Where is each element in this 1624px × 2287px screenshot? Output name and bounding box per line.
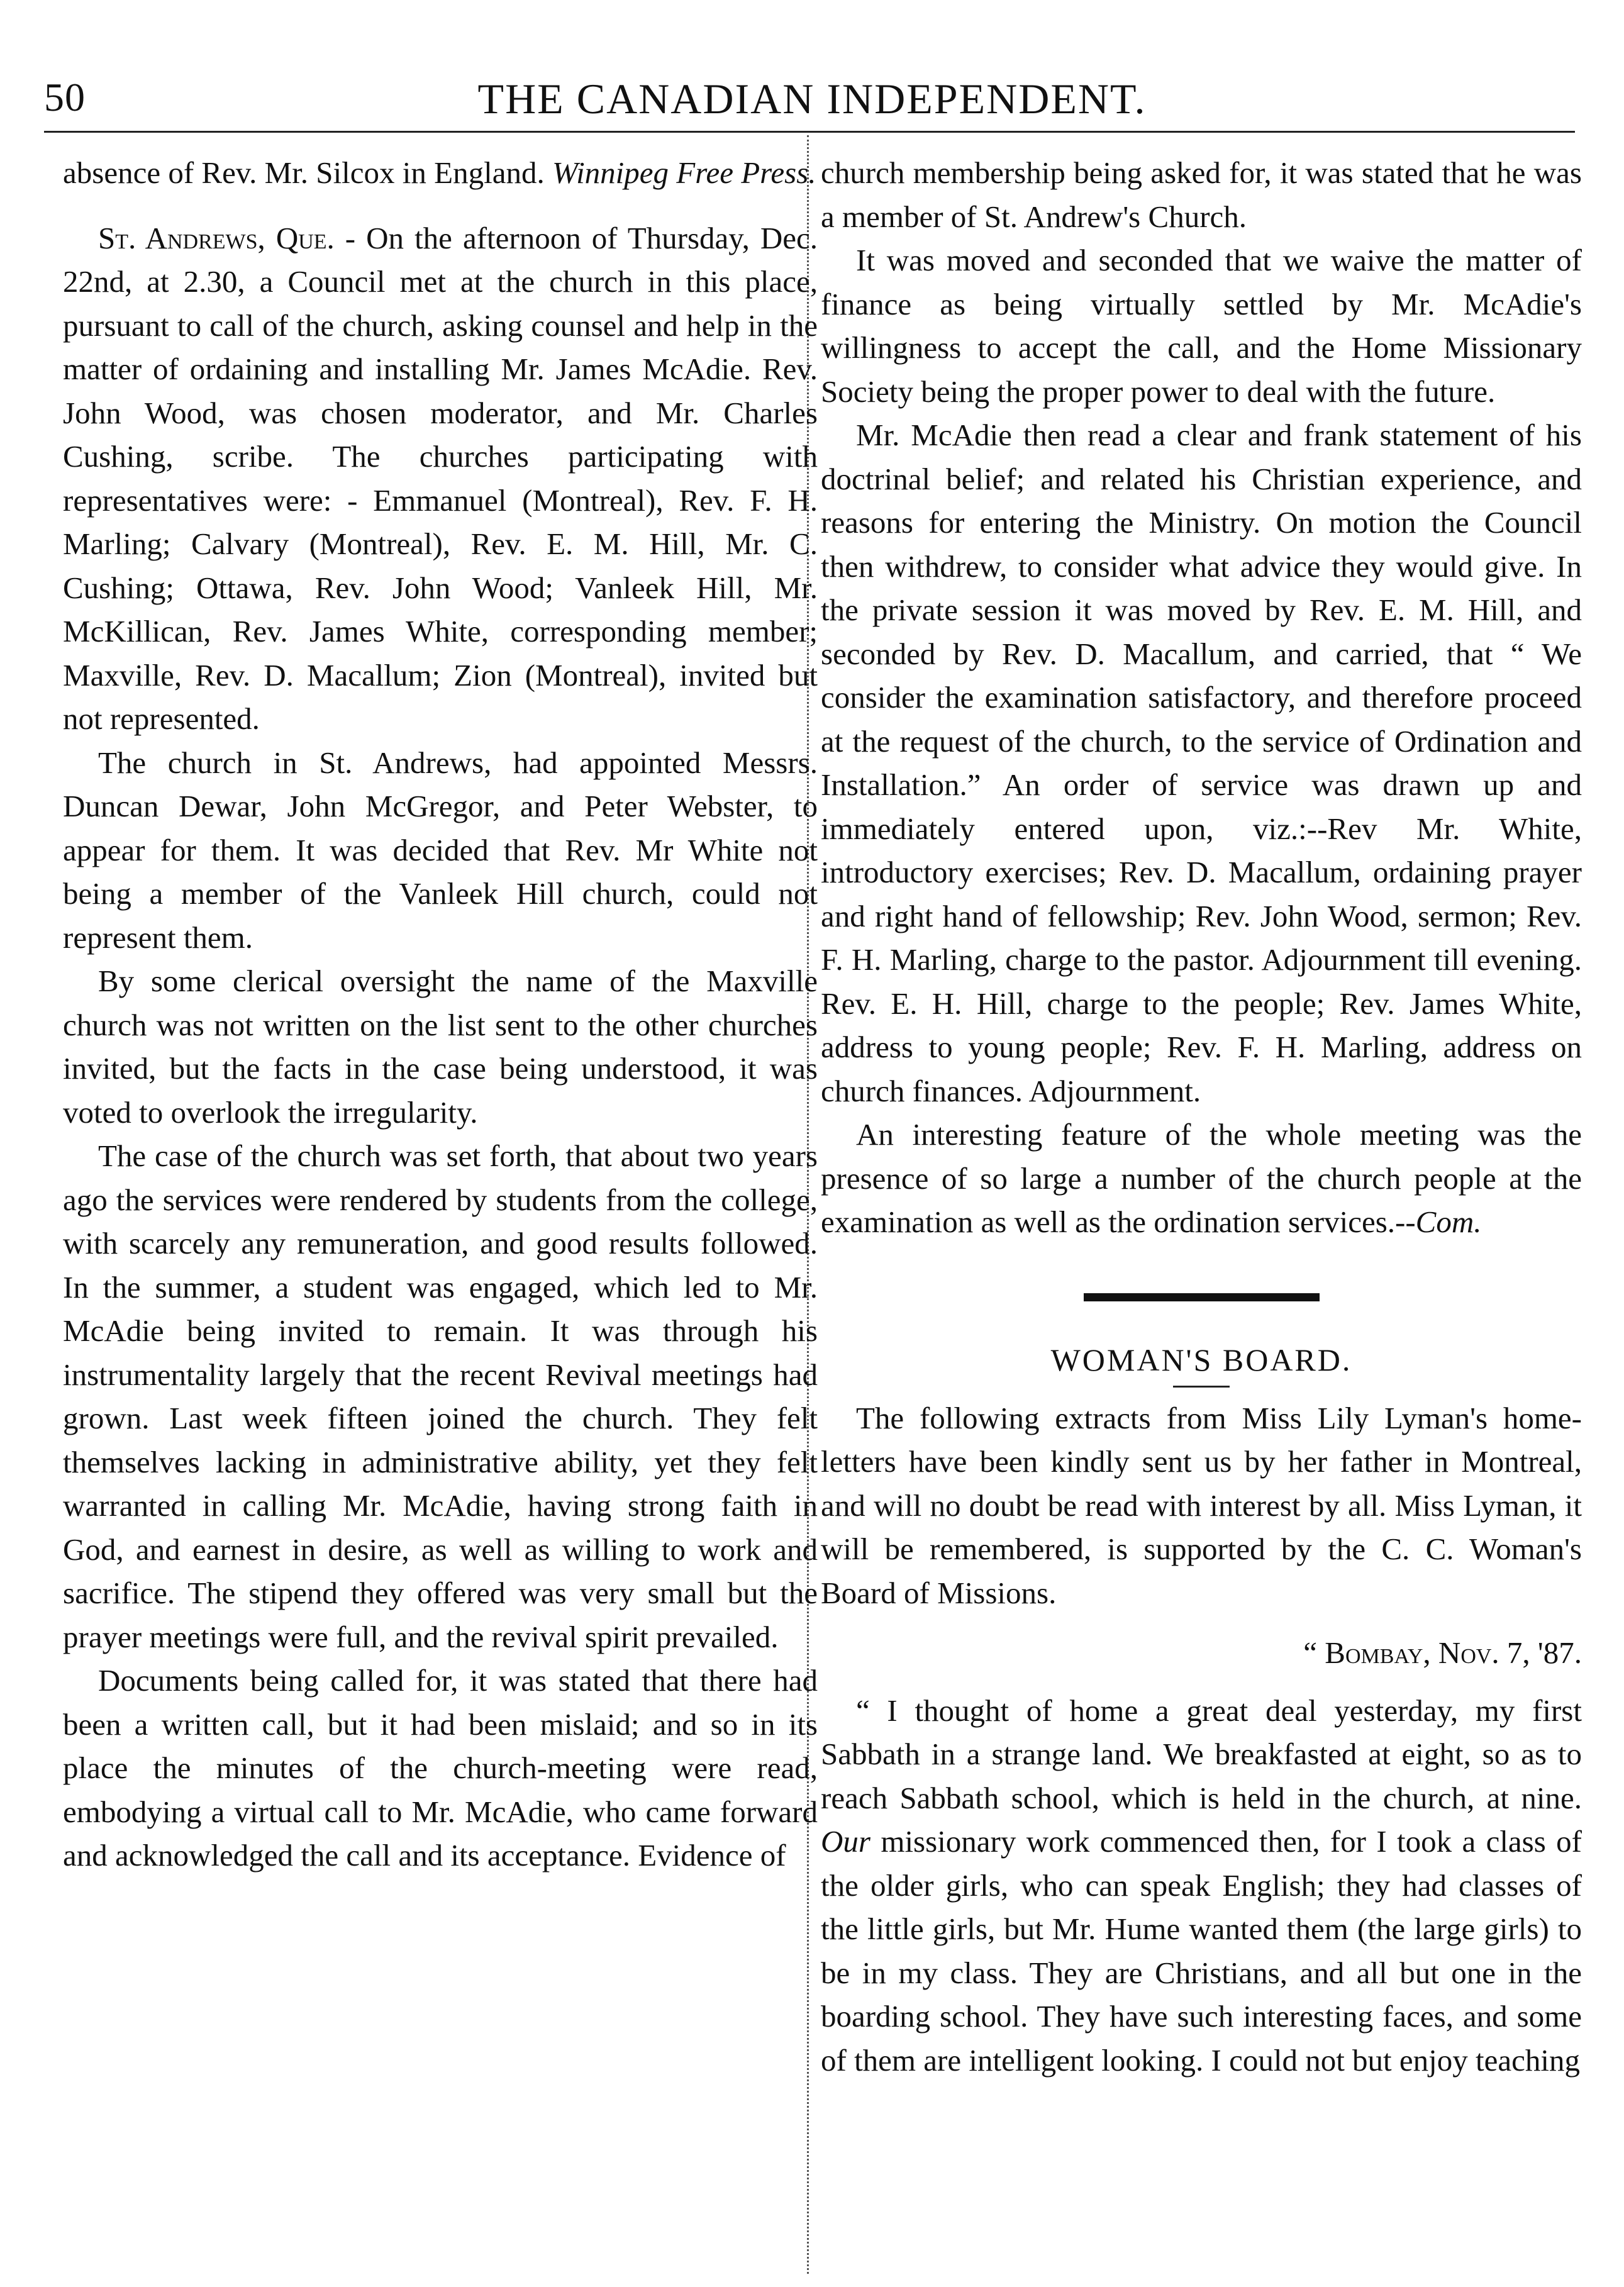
left-paragraph-4: By some clerical oversight the name of the Maxville church was not written on the list sent to the other churches invited, but the facts in the case being understood, it was voted to overlook the irregularity. bbox=[63, 964, 818, 1130]
emphasis: Our bbox=[821, 1824, 870, 1859]
letter-dateline: “ Bombay, Nov. 7, '87. bbox=[1303, 1635, 1582, 1670]
paragraph-text: “ I thought of home a great deal yesterday, my first Sabbath in a strange land. We breakfasted at eight, so as to reach Sabbath school, which is held in the church, at nine. bbox=[821, 1693, 1582, 1815]
left-paragraph-3: The church in St. Andrews, had appointed Messrs. Duncan Dewar, John McGregor, and Peter Webster, to appear for them. It was decided that Rev. Mr White not being a member of the Vanleek Hill church, could not represent them. bbox=[63, 745, 818, 955]
paragraph-text: - On the afternoon of Thursday, Dec. 22nd, at 2.30, a Council met at the church in this place, pursuant to call of the church, asking counsel and help in the matter of ordaining and installing Mr. James McAdie. Rev. John Wood, was chosen moderator, and Mr. Charles Cushing, scribe. The churches participating with representatives were: - Emmanuel (Montreal), Rev. F. H. Marling; Calvary (Montreal), Rev. E. M. Hill, Mr. C. Cushing; Ottawa, Rev. John Wood; Vanleek Hill, Mr. McKillican, Rev. James White, corresponding member; Maxville, Rev. D. Macallum; Zion (Montreal), invited but not represented. bbox=[63, 220, 818, 736]
left-column bbox=[63, 151, 818, 1878]
paragraph-text: missionary work commenced then, for I took a class of the older girls, who can speak English; they had classes of the little girls, but Mr. Hume wanted them (the large girls) to be in my class. They are Christians, and all but one in the boarding school. They have such interesting faces, and some of them are intelligent looking. I could not but enjoy teaching bbox=[821, 1824, 1582, 2078]
signature: Com. bbox=[1415, 1205, 1482, 1239]
title-rule bbox=[1173, 1386, 1230, 1388]
dateline-place: St. Andrews, Que. bbox=[98, 220, 335, 255]
right-paragraph-1: church membership being asked for, it was stated that he was a member of St. Andrew's Church. bbox=[821, 155, 1582, 234]
right-paragraph-3: Mr. McAdie then read a clear and frank statement of his doctrinal belief; and related his Christian experience, and reasons for entering the Ministry. On motion the Council then withdrew, to consider what advice they would give. In the private session it was moved by Rev. E. M. Hill, and seconded by Rev. D. Macallum, and carried, that “ We consider the examination satisfactory, and therefore proceed at the request of the church, to the service of Ordination and Installation.” An order of service was drawn up and immediately entered upon, viz.:--Rev Mr. White, introductory exercises; Rev. D. Macallum, ordaining prayer and right hand of fellowship; Rev. John Wood, sermon; Rev. F. H. Marling, charge to the pastor. Adjournment till evening. Rev. E. H. Hill, charge to the people; Rev. James White, address to young people; Rev. F. H. Marling, address on church finances. Adjournment. bbox=[821, 418, 1582, 1108]
right-paragraph-6 bbox=[821, 1689, 1582, 2083]
source-credit: Winnipeg Free Press. bbox=[552, 155, 816, 190]
left-paragraph-2 bbox=[63, 216, 818, 741]
page-header bbox=[0, 0, 1624, 145]
section-title: WOMAN'S BOARD. bbox=[1050, 1342, 1352, 1377]
section-rule bbox=[1084, 1293, 1320, 1301]
paragraph-text: An interesting feature of the whole meeting was the presence of so large a number of the church people at the examination as well as the ordination services.-- bbox=[821, 1117, 1582, 1239]
right-column bbox=[821, 151, 1582, 2082]
header-rule bbox=[44, 131, 1575, 133]
page-number: 50 bbox=[44, 75, 86, 120]
left-paragraph-1 bbox=[63, 151, 818, 195]
left-paragraph-5: The case of the church was set forth, that about two years ago the services were rendered by students from the college, with scarcely any remuneration, and good results followed. In the summer, a student was engaged, which led to Mr. McAdie being invited to remain. It was through his instrumentality largely that the recent Revival meetings had grown. Last week fifteen joined the church. They felt themselves lacking in administrative ability, yet they felt warranted in calling Mr. McAdie, having strong faith in God, and earnest in desire, as well as willing to work and sacrifice. The stipend they offered was very small but the prayer meetings were full, and the revival spirit prevailed. bbox=[63, 1138, 818, 1654]
right-paragraph-4 bbox=[821, 1113, 1582, 1244]
journal-title: THE CANADIAN INDEPENDENT. bbox=[477, 75, 1147, 123]
right-paragraph-5: The following extracts from Miss Lily Lyman's home-letters have been kindly sent us by her father in Montreal, and will no doubt be read with interest by all. Miss Lyman, it will be remembered, is supported by the C. C. Woman's Board of Missions. bbox=[821, 1400, 1582, 1610]
left-paragraph-6: Documents being called for, it was stated that there had been a written call, but it had been mislaid; and so in its place the minutes of the church-meeting were read, embodying a virtual call to Mr. McAdie, who came forward and acknowledged the call and its acceptance. Evidence of bbox=[63, 1663, 818, 1872]
paragraph-text: absence of Rev. Mr. Silcox in England. bbox=[63, 155, 552, 190]
right-paragraph-2: It was moved and seconded that we waive the matter of finance as being virtually settled by Mr. McAdie's willingness to accept the call, and the Home Missionary Society being the proper power to deal with the future. bbox=[821, 243, 1582, 409]
